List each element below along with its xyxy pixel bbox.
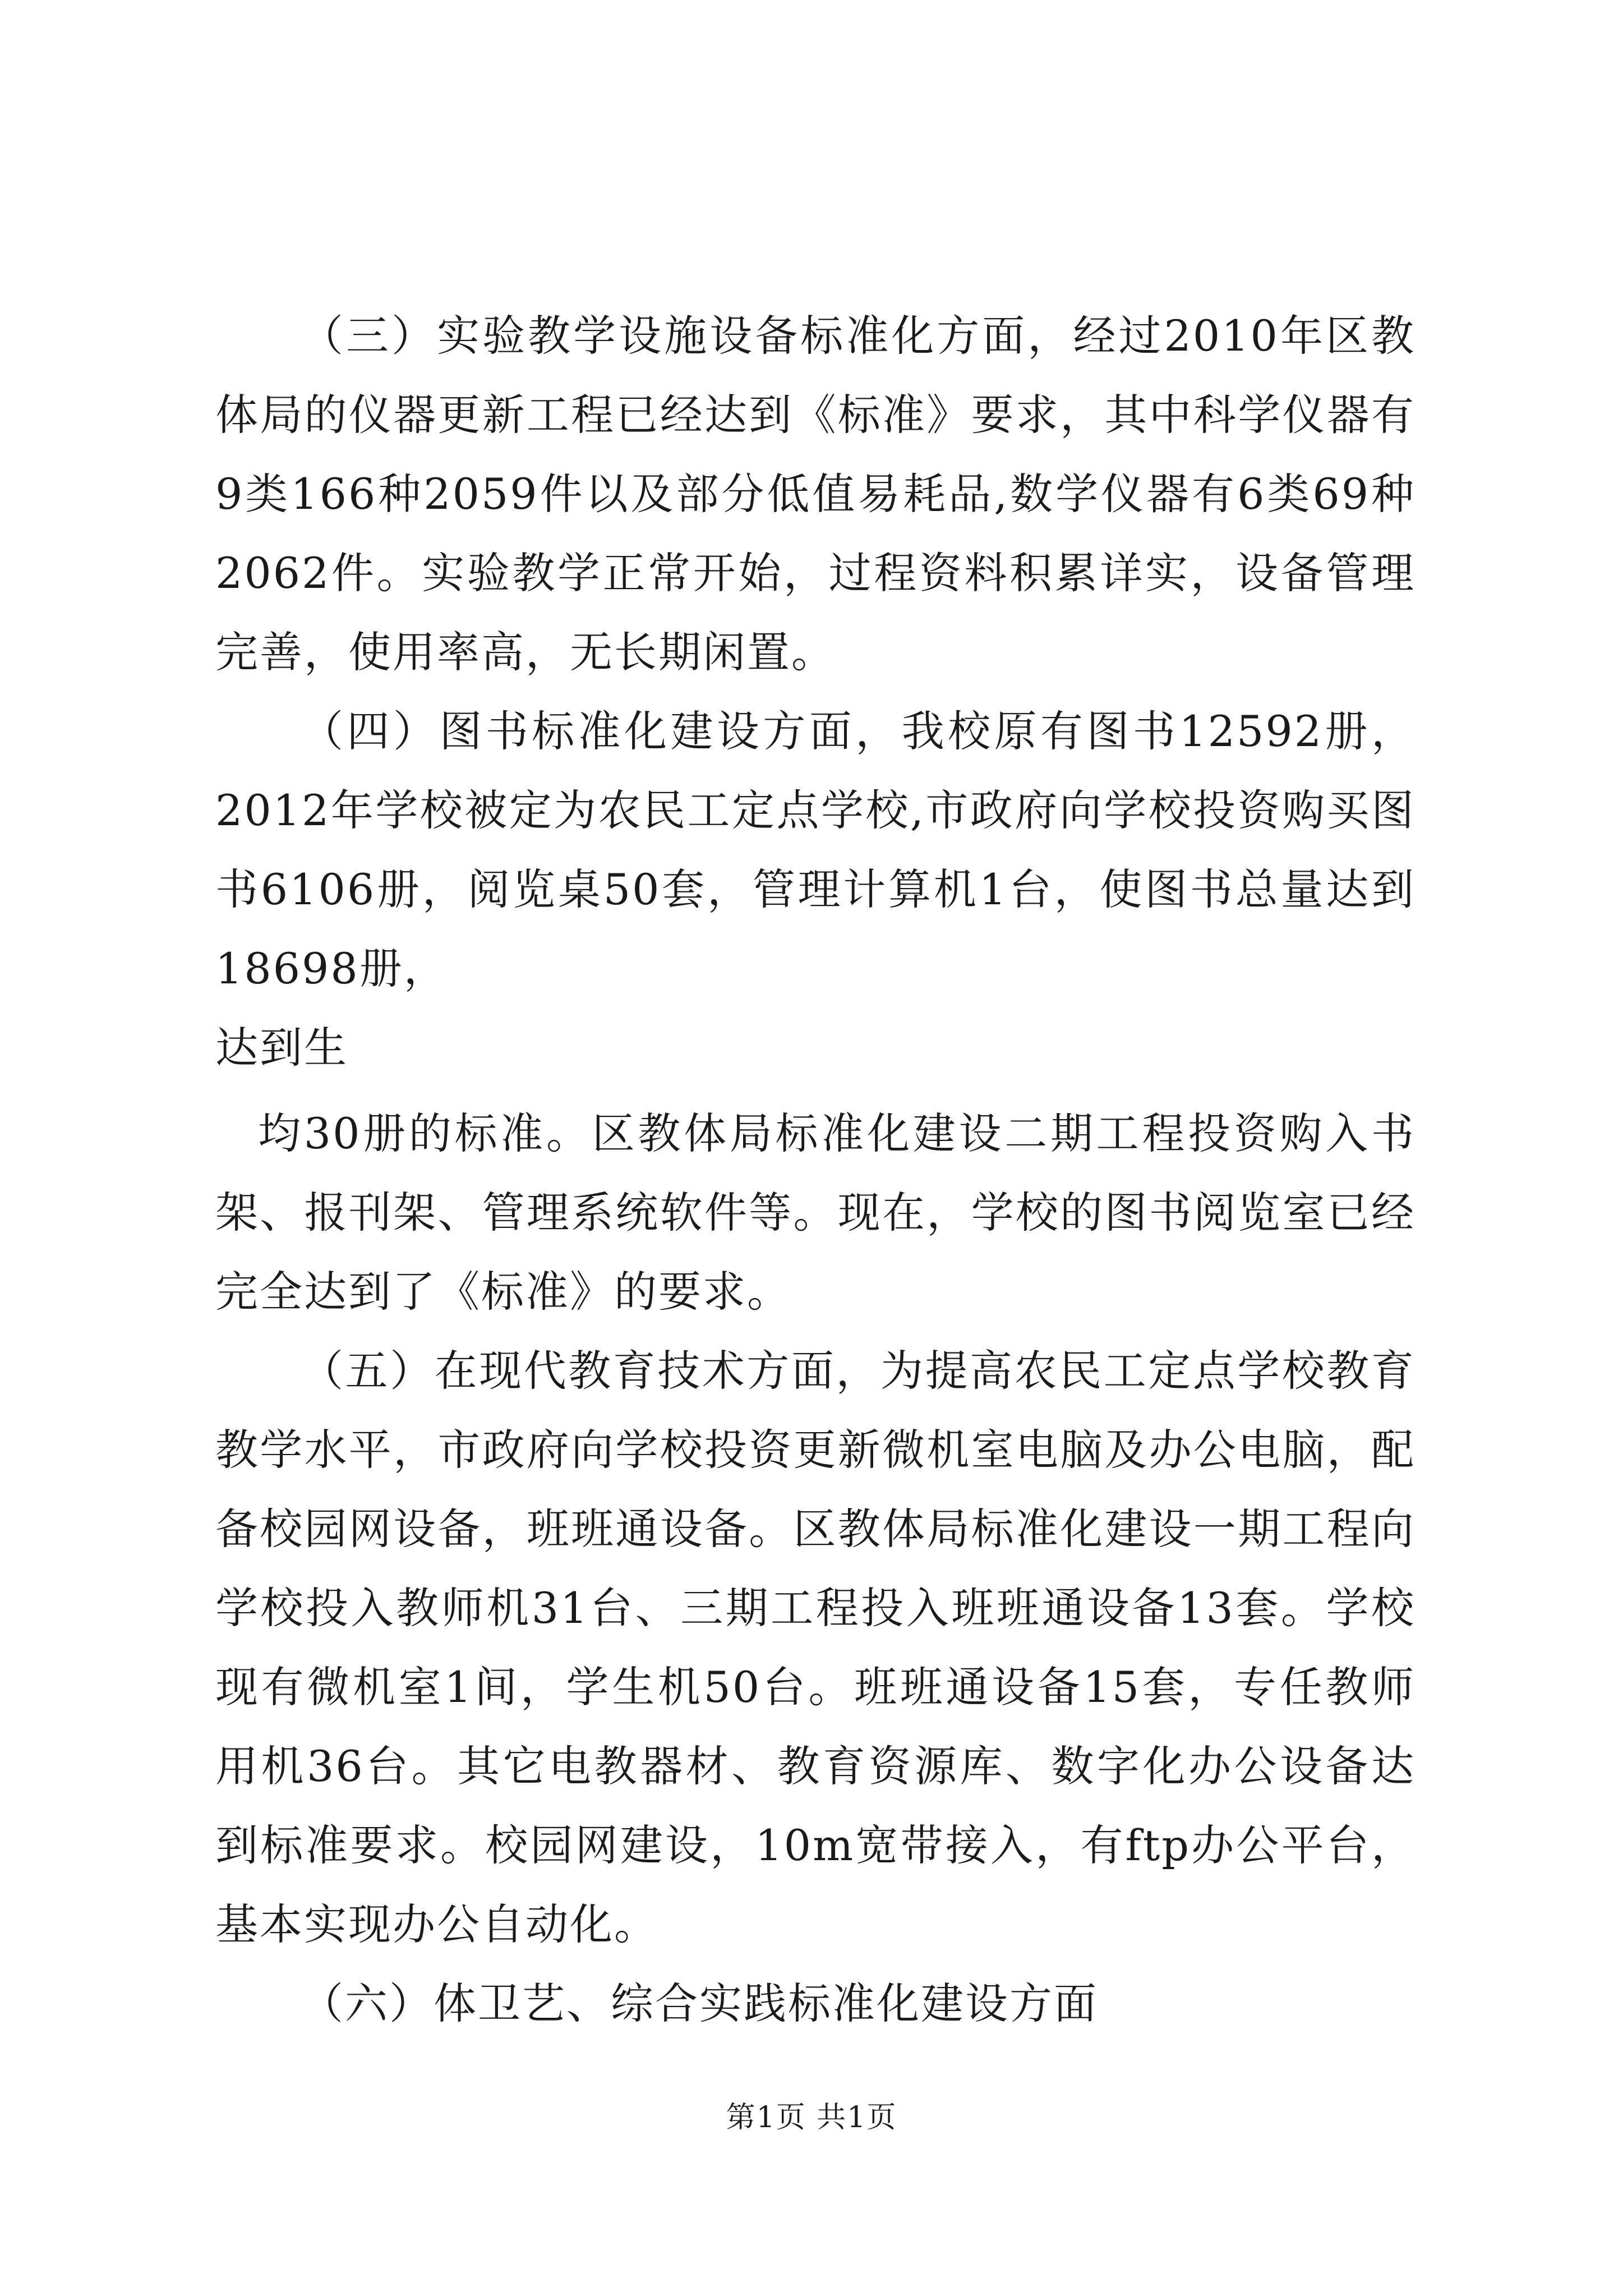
paragraph-library-standard: 均30册的标准。区教体局标准化建设二期工程投资购入书架、报刊架、管理系统软件等。现在，学校的图书阅览室已经完全达到了《标准》的要求。 [215,1108,1415,1317]
paragraph-experiment-equipment: （三）实验教学设施设备标准化方面，经过2010年区教体局的仪器更新工程已经达到《标准》要求，其中科学仪器有9类166种2059件以及部分低值易耗品,数学仪器有6类69种2062件。实验教学正常开始，过程资料积累详实，设备管理完善，使用率高，无长期闲置。 [215,311,1415,677]
paragraph-library-books: （四）图书标准化建设方面，我校原有图书12592册，2012年学校被定为农民工定点学校,市政府向学校投资购买图书6106册，阅览桌50套，管理计算机1台，使图书总量达到18698册， [215,706,1415,993]
page-footer: 第1页 共1页 [726,2101,897,2134]
paragraph-education-technology: （五）在现代教育技术方面，为提高农民工定点学校教育教学水平，市政府向学校投资更新微机室电脑及办公电脑，配备校园网设备，班班通设备。区教体局标准化建设一期工程向学校投入教师机31台、三期工程投入班班通设备13套。学校现有微机室1间，学生机50台。班班通设备15套，专任教师用机36台。其它电教器材、教育资源库、数字化办公设备达到标准要求。校园网建设，10m宽带接入，有ftp办公平台，基本实现办公自动化。 [215,1346,1415,1949]
paragraph-sports-arts: （六）体卫艺、综合实践标准化建设方面 [301,1978,1098,2028]
document-body [215,296,1415,2043]
paragraph-library-books-tail: 达到生 [215,1023,348,1073]
